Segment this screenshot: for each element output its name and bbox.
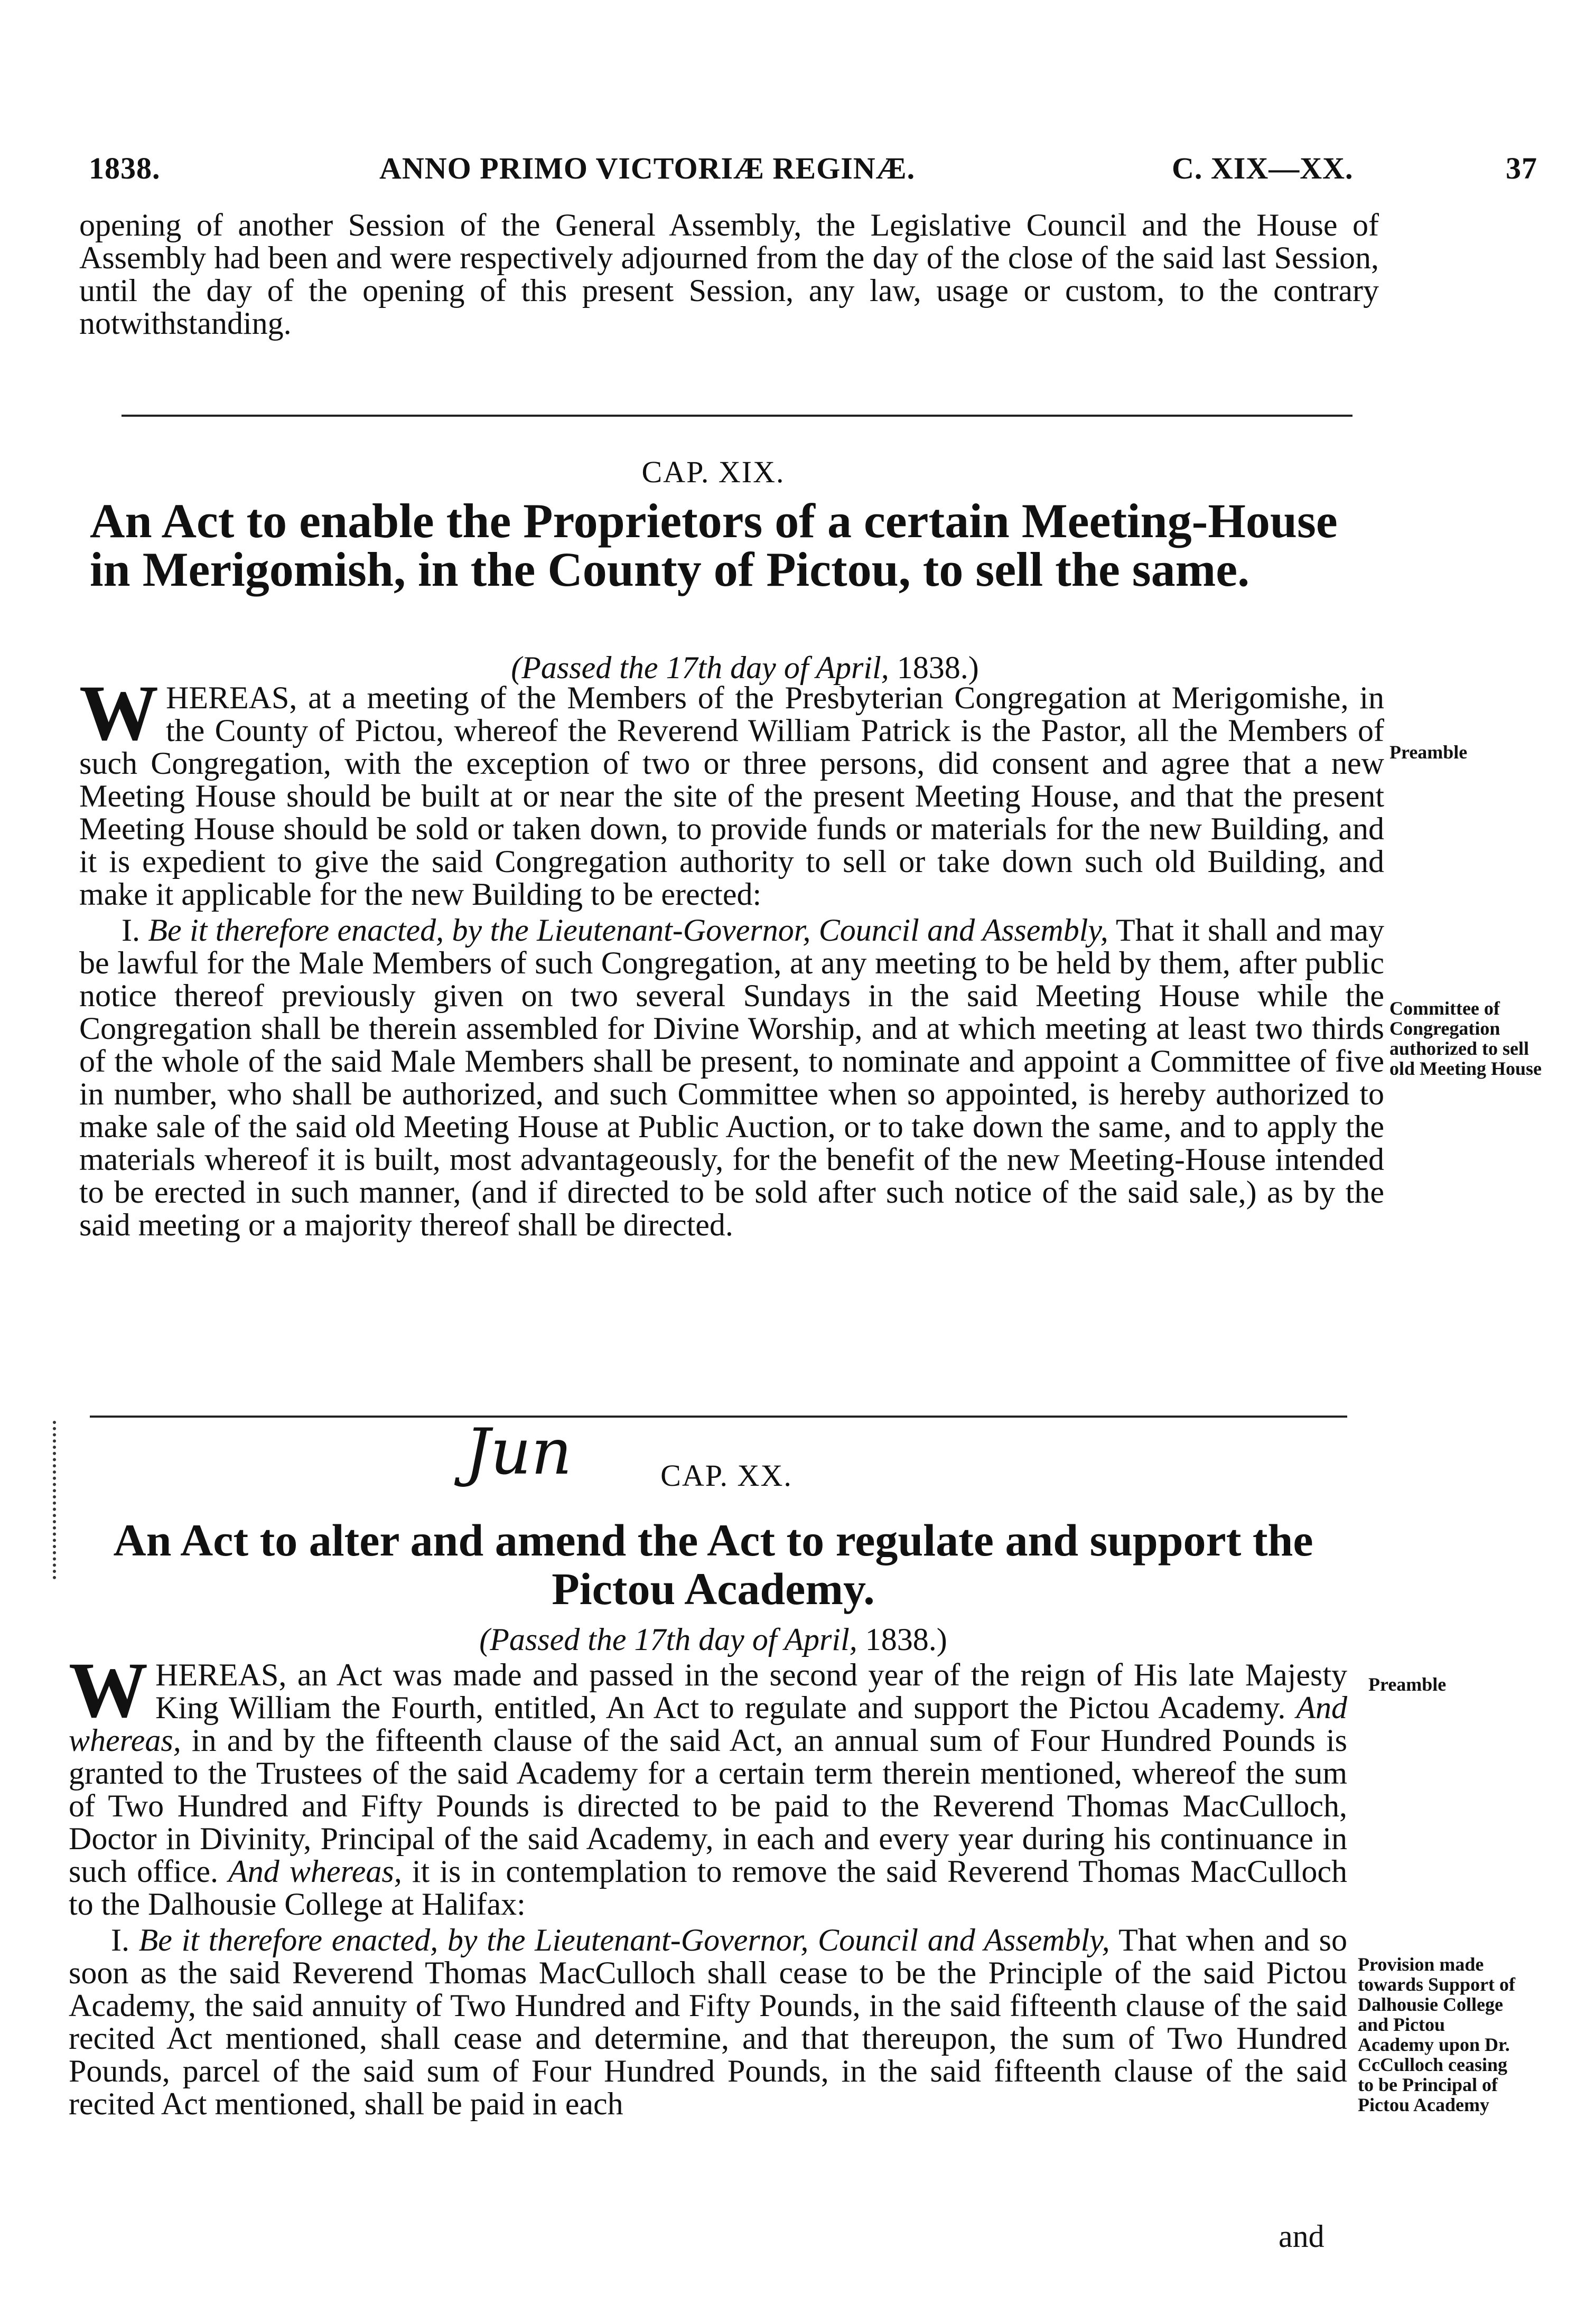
cap-19-passed-year: 1838.) xyxy=(897,650,979,685)
cap-19-margin-note-preamble: Preamble xyxy=(1389,742,1468,763)
header-chapters: C. XIX—XX. xyxy=(1172,151,1354,185)
cap-19-enacting-clause: Be it therefore enacted, by the Lieutenant-Governor, Council and Assembly, xyxy=(148,913,1108,948)
cap-19-passed-prefix: (Passed the 17th day of April, xyxy=(511,650,889,685)
continuation-text: opening of another Session of the General Assembly, the Legislative Council and the House of Assembly had been and were respectively adjourned from the day of the close of the said last Session, until the day of the opening of this present Session, any law, usage or custom, to the contrary notwithstanding. xyxy=(79,208,1379,341)
cap-19-title: An Act to enable the Proprietors of a certain Meeting-House in Merigomish, in the County of Pictou, to sell the same. xyxy=(90,494,1338,596)
cap-19-label: CAP. XIX. xyxy=(641,455,785,489)
cap-20-preamble xyxy=(69,1646,1348,1922)
cap-20-preamble-b: in and by the fifteenth clause of the said Act, an annual sum of Four Hundred Pounds is granted to the Trustees of the said Academy for a certain term therein mentioned, whereof the sum of Two Hundred and Fifty Pounds is directed to be paid to the Reverend Thomas MacCulloch, Doctor in Divinity, Principal of the said Academy, in each and every year during his continuance in such office. xyxy=(69,1723,1348,1889)
cap-20-title: An Act to alter and amend the Act to regulate and support the Pictou Academy. xyxy=(113,1515,1313,1614)
cap-20-section-number: I. xyxy=(111,1923,129,1957)
cap-19-preamble-text: HEREAS, at a meeting of the Members of the Presbyterian Congregation at Merigomishe, in the County of Pictou, whereof the Reverend William Patrick is the Pastor, all the Members of such Congregation, with the exception of two or three persons, did consent and agree that a new Meeting House should be built at or near the site of the present Meeting House, and that the present Meeting House should be sold or taken down, to provide funds or materials for the new Building, and it is expedient to give the said Congregation authority to sell or take down such old Building, and make it applicable for the new Building to be erected: xyxy=(79,680,1384,912)
cap-20-label: CAP. XX. xyxy=(660,1458,792,1493)
cap-19-section-number: I. xyxy=(122,913,140,948)
cap-20-and-whereas-1: And whereas, xyxy=(69,1690,1347,1758)
cap-20-drop-cap: W xyxy=(69,1646,148,1734)
cap-20-section-text: That when and so soon as the said Reverend Thomas MacCulloch shall cease to be the Principle of the said Pictou Academy, the said annuity of Two Hundred and Fifty Pounds, in the said fifteenth clause of the said recited Act mentioned, shall cease and determine, and that thereupon, the sum of Two Hundred Pounds, parcel of the said sum of Four Hundred Pounds, in the said fifteenth clause of the said recited Act mentioned, shall be paid in each xyxy=(69,1923,1348,2121)
catchword: and xyxy=(1279,2219,1324,2254)
section-divider xyxy=(122,415,1353,417)
cap-20-margin-note-preamble: Preamble xyxy=(1368,1674,1447,1695)
cap-19-margin-note-committee: Committee of Congregation authorized to sell old Meeting House xyxy=(1389,998,1542,1079)
cap-19-section-text: That it shall and may be lawful for the Male Members of such Congregation, at any meeting to be held by them, after public notice thereof previously given on two several Sundays in the said Meeting House while the Congregation shall be therein assembled for Divine Worship, and at which meeting at least two thirds of the whole of the said Male Members shall be present, to nominate and appoint a Committee of five in number, who shall be authorized, and such Committee when so appointed, is hereby authorized to make sale of the said old Meeting House at Public Auction, or to take down the same, and to apply the materials whereof it is built, most advantageously, for the benefit of the new Meeting-House intended to be erected in such manner, (and if directed to be sold after such notice of the said sale,) as by the said meeting or a majority thereof shall be directed. xyxy=(79,913,1385,1242)
cap-20-passed-date xyxy=(423,1622,1004,1658)
cap-20-enacting-clause: Be it therefore enacted, by the Lieutenant-Governor, Council and Assembly, xyxy=(138,1923,1110,1957)
handwritten-annotation: Jun xyxy=(465,1416,572,1489)
cap-20-body xyxy=(69,1646,1348,2121)
cap-20-passed-year: 1838.) xyxy=(865,1622,947,1657)
cap-19-body xyxy=(79,669,1385,1242)
page-number: 37 xyxy=(1506,151,1537,185)
cap-20-margin-note-provision: Provision made towards Support of Dalhousie College and Pictou Academy upon Dr. CcCulloch ceasing to be Principal of Pictou Academy xyxy=(1358,1954,1516,2115)
cap-19-section-1 xyxy=(79,914,1384,1241)
cap-20-passed-prefix: (Passed the 17th day of April, xyxy=(479,1622,857,1657)
cap-20-section-1 xyxy=(69,1924,1347,2120)
cap-20-and-whereas-2: And whereas, xyxy=(228,1854,402,1889)
header-title: ANNO PRIMO VICTORIÆ REGINÆ. xyxy=(379,151,916,185)
cap-20-preamble-c: it is in contemplation to remove the said Reverend Thomas MacCulloch to the Dalhousie College at Halifax: xyxy=(69,1854,1348,1922)
cap-19-drop-cap: W xyxy=(79,669,158,757)
header-year: 1838. xyxy=(89,151,161,185)
continuation-paragraph xyxy=(79,209,1379,340)
cap-20-preamble-a: HEREAS, an Act was made and passed in the second year of the reign of His late Majesty King William the Fourth, entitled, An Act to regulate and support the Pictou Academy. xyxy=(155,1657,1347,1725)
section-divider-2 xyxy=(90,1416,1347,1418)
dotted-margin-mark xyxy=(53,1421,56,1579)
cap-19-preamble xyxy=(79,669,1384,912)
